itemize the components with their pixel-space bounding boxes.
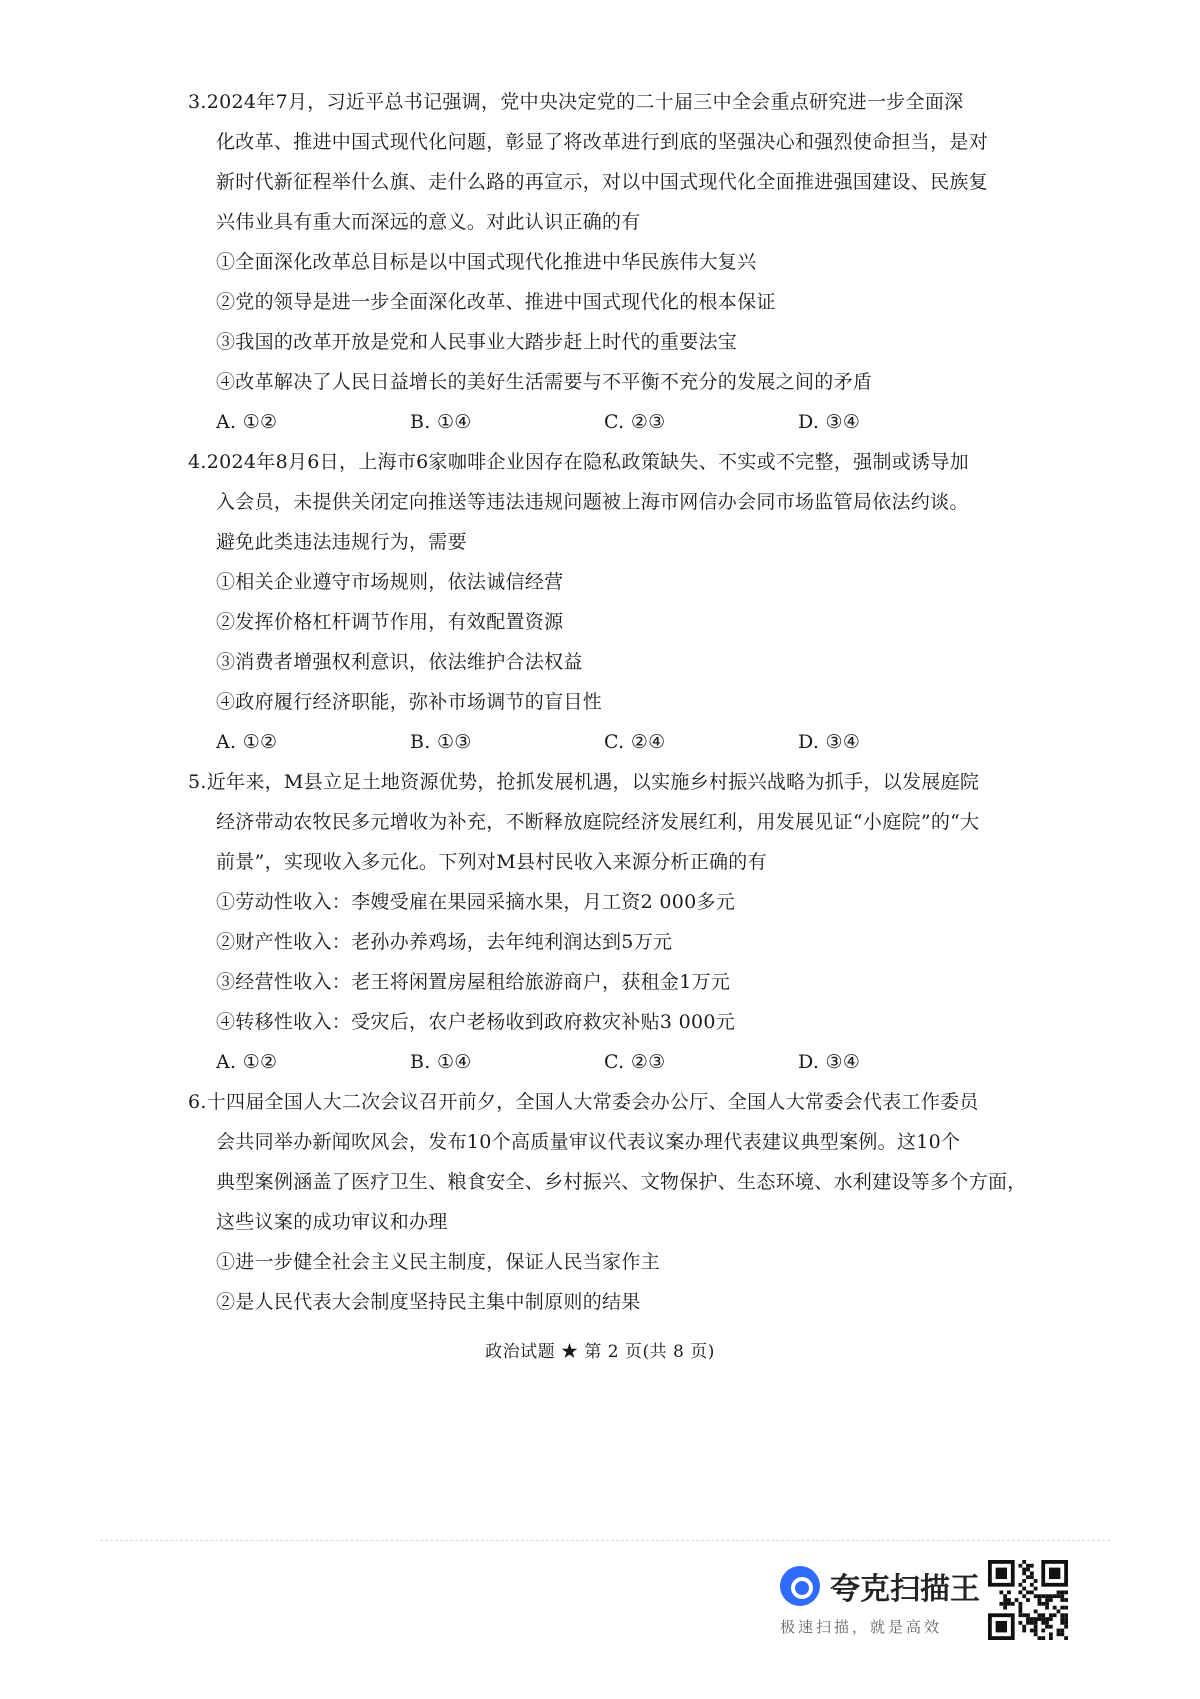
question-stem: 5.近年来，M县立足土地资源优势，抢抓发展机遇，以实施乡村振兴战略为抓手，以发展庭院 bbox=[188, 771, 980, 793]
quark-logo-icon bbox=[780, 1566, 820, 1606]
statement-option: ②财产性收入：老孙办养鸡场，去年纯利润达到5万元 bbox=[216, 931, 673, 953]
qr-code-icon bbox=[988, 1560, 1068, 1640]
question-block bbox=[188, 82, 1028, 442]
statement-option: ②发挥价格杠杆调节作用，有效配置资源 bbox=[216, 611, 564, 633]
question-block bbox=[188, 1082, 1028, 1322]
answer-choice: A. ①② bbox=[216, 411, 278, 433]
answer-choice: C. ②③ bbox=[604, 411, 666, 433]
statement-option: ④改革解决了人民日益增长的美好生活需要与不平衡不充分的发展之间的矛盾 bbox=[216, 371, 873, 393]
answer-choice: D. ③④ bbox=[798, 411, 861, 433]
answer-choice: A. ①② bbox=[216, 731, 278, 753]
answer-choice: A. ①② bbox=[216, 1051, 278, 1073]
answer-choices bbox=[188, 402, 1028, 442]
answer-choice: B. ①④ bbox=[410, 1051, 472, 1073]
question-stem: 3.2024年7月，习近平总书记强调，党中央决定党的二十届三中全会重点研究进一步全面深 bbox=[188, 91, 964, 113]
answer-choices bbox=[188, 722, 1028, 762]
statement-option: ①劳动性收入：李嫂受雇在果园采摘水果，月工资2 000多元 bbox=[216, 891, 736, 913]
question-stem-continued: 典型案例涵盖了医疗卫生、粮食安全、乡村振兴、文物保护、生态环境、水利建设等多个方面， bbox=[216, 1171, 1027, 1193]
answer-choice: B. ①③ bbox=[410, 731, 472, 753]
page-footer: 政治试题 ★ 第 2 页(共 8 页) bbox=[485, 1342, 715, 1362]
brand-name: 夸克扫描王 bbox=[830, 1572, 980, 1607]
question-stem-continued: 新时代新征程举什么旗、走什么路的再宣示，对以中国式现代化全面推进强国建设、民族复 bbox=[216, 171, 989, 193]
statement-option: ③经营性收入：老王将闲置房屋租给旅游商户，获租金1万元 bbox=[216, 971, 731, 993]
statement-option: ④政府履行经济职能，弥补市场调节的盲目性 bbox=[216, 691, 603, 713]
question-stem-continued: 前景”，实现收入多元化。下列对M县村民收入来源分析正确的有 bbox=[216, 851, 767, 873]
answer-choice: C. ②④ bbox=[604, 731, 666, 753]
question-stem-continued: 兴伟业具有重大而深远的意义。对此认识正确的有 bbox=[216, 211, 641, 233]
question-stem-continued: 经济带动农牧民多元增收为补充，不断释放庭院经济发展红利，用发展见证“小庭院”的“大 bbox=[216, 811, 980, 833]
question-stem-continued: 避免此类违法违规行为，需要 bbox=[216, 531, 467, 553]
statement-option: ①相关企业遵守市场规则，依法诚信经营 bbox=[216, 571, 564, 593]
question-stem-continued: 这些议案的成功审议和办理 bbox=[216, 1211, 448, 1233]
answer-choice: D. ③④ bbox=[798, 731, 861, 753]
question-stem-continued: 入会员，未提供关闭定向推送等违法违规问题被上海市网信办会同市场监管局依法约谈。 bbox=[216, 491, 969, 513]
question-block bbox=[188, 762, 1028, 1082]
scanner-watermark bbox=[780, 1562, 980, 1642]
statement-option: ④转移性收入：受灾后，农户老杨收到政府救灾补贴3 000元 bbox=[216, 1011, 736, 1033]
answer-choice: C. ②③ bbox=[604, 1051, 666, 1073]
scan-divider bbox=[100, 1540, 1110, 1541]
statement-option: ①全面深化改革总目标是以中国式现代化推进中华民族伟大复兴 bbox=[216, 251, 757, 273]
answer-choices bbox=[188, 1042, 1028, 1082]
question-stem: 4.2024年8月6日，上海市6家咖啡企业因存在隐私政策缺失、不实或不完整，强制或诱导加 bbox=[188, 451, 969, 473]
answer-choice: B. ①④ bbox=[410, 411, 472, 433]
statement-option: ②是人民代表大会制度坚持民主集中制原则的结果 bbox=[216, 1291, 641, 1313]
question-stem: 6.十四届全国人大二次会议召开前夕，全国人大常委会办公厅、全国人大常委会代表工作委员 bbox=[188, 1091, 979, 1113]
statement-option: ③我国的改革开放是党和人民事业大踏步赶上时代的重要法宝 bbox=[216, 331, 738, 353]
statement-option: ②党的领导是进一步全面深化改革、推进中国式现代化的根本保证 bbox=[216, 291, 776, 313]
answer-choice: D. ③④ bbox=[798, 1051, 861, 1073]
question-stem-continued: 化改革、推进中国式现代化问题，彰显了将改革进行到底的坚强决心和强烈使命担当，是对 bbox=[216, 131, 989, 153]
question-list bbox=[188, 82, 1028, 1322]
statement-option: ③消费者增强权利意识，依法维护合法权益 bbox=[216, 651, 583, 673]
brand-slogan: 极速扫描，就是高效 bbox=[780, 1618, 943, 1636]
statement-option: ①进一步健全社会主义民主制度，保证人民当家作主 bbox=[216, 1251, 660, 1273]
question-stem-continued: 会共同举办新闻吹风会，发布10个高质量审议代表议案办理代表建议典型案例。这10个 bbox=[216, 1131, 961, 1153]
question-block bbox=[188, 442, 1028, 762]
